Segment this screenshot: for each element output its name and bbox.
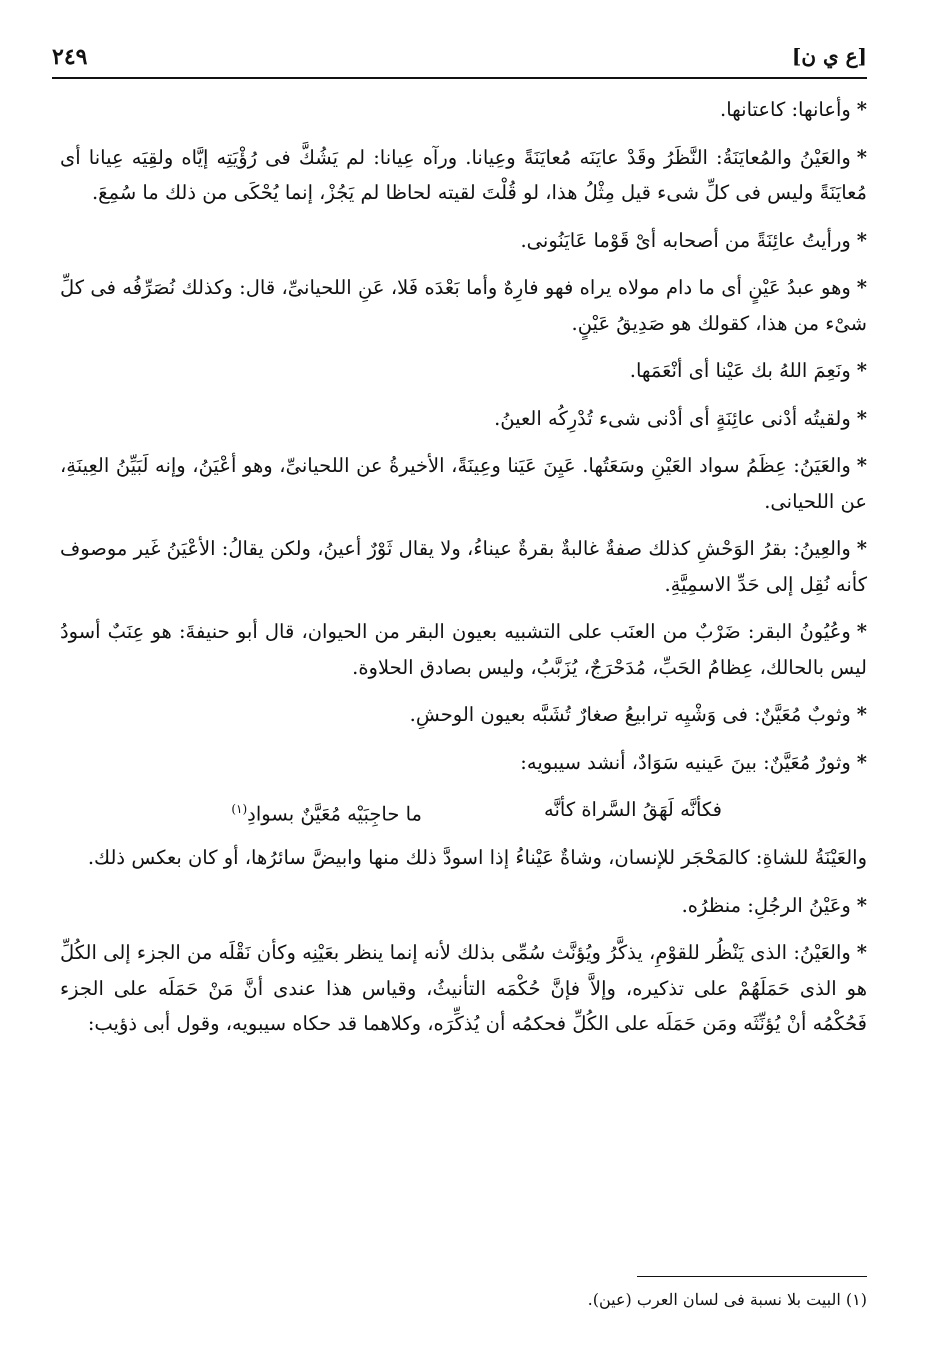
entry-paragraph [60,697,867,733]
entry-body [60,92,867,1054]
entry-marker: * [856,620,867,643]
footnote: (١) البيت بلا نسبة فى لسان العرب (عين). [587,1290,867,1309]
entry-paragraph [60,935,867,1042]
root-letters-header: [ع ي ن] [791,44,867,68]
entry-marker: * [856,145,867,169]
poetry-verse [60,792,867,828]
entry-paragraph [60,531,867,602]
entry-marker: * [856,703,867,726]
entry-paragraph [60,888,867,924]
verse-second-hemistich [231,792,422,832]
entry-text: وعُيُونُ البقر: ضَرْبٌ من العنَب على التشبيه بعيون البقر من الحيوان، قال أبو حنيفةَ: هو عِنَبٌ أسودُ ليس بالحالك، عِظامُ الحَبِّ، مُدَحْرَجٌ، يُزَبَّبُ، وليس بصادق الحلاوة. [60,620,867,679]
entry-text: ولقيتُه أدْنى عائِنَةٍ أى أدْنى شىء تُدْرِكُه العينُ. [494,406,851,430]
entry-text: والعَيْنُ: الذى يَنْظُر للقوْمِ، يذكَّرُ ويُؤنَّث سُمِّى بذلك لأنه إنما ينظر بعَيْنِه وكأن نَقْلَه من الجزء إلى الكُلِّ هو الذى حَمَلَهُمْ على تذكيره، وإلاَّ فإنَّ حُكْمَه التأنيثُ، وقياس هذا عندى أنَّ مَنْ حَمَلَه على الجزء فَحُكْمُه أنْ يُؤنِّثَه ومَن حَمَلَه على الكُلِّ فحكمُه أن يُذكِّرَه، وكلاهما قد حكاه سيبويه، وقول أبى ذؤيب: [60,941,867,1035]
entry-marker: * [856,406,867,430]
entry-text: والعِينُ: بقرُ الوَحْشِ كذلك صفةٌ غالبةٌ بقرةٌ عيناءُ، ولا يقال ثَوْرٌ أعينُ، ولكن يقالُ: الأعْيَنُ غَير موصوف كأنه نُقِل إلى حَدِّ الاسمِيَّةِ. [60,537,867,596]
entry-marker: * [856,276,867,299]
running-header [0,44,945,76]
entry-marker: * [856,98,867,121]
entry-marker: * [856,941,867,964]
verse-first-hemistich: فكأنَّه لَهَقُ السَّراة كأنَّه [544,798,722,821]
entry-text: والعَيَنُ: عِظَمُ سواد العَيْنِ وسَعَتُها. عَيِنَ عَيَنا وعِينَةً، الأخيرةُ عن اللحيانىِّ، وهو أعْيَنُ، وإنه لَبَيِّنُ العِينَةِ، عن اللحيانى. [60,454,867,513]
entry-marker: * [856,750,867,774]
entry-marker: * [856,893,867,917]
entry-text: وأعانها: كاعتانها. [720,98,851,121]
entry-marker: * [856,228,867,252]
entry-paragraph [60,401,867,437]
verse-second-hemistich-text: ما حاجِبَيْه مُعَيَّنٌ بسوادِ [247,802,422,826]
entry-paragraph [60,745,867,781]
entry-paragraph [60,840,867,876]
entry-text: وهو عبدُ عَيْنٍ أى ما دام مولاه يراه فهو فارِهٌ وأما بَعْدَه فَلا، عَنِ اللحيانىِّ، قال: وكذلك نُصَرِّفُه فى كلِّ شىْء من هذا، كقولك هو صَدِيقُ عَيْنٍ. [60,276,867,335]
entry-text: ونَعِمَ اللهُ بك عَيْنا أى أنْعَمَها. [629,359,851,382]
entry-text: والعَيْنُ والمُعايَنَةُ: النَّظَرُ وقَدْ عايَنَه مُعايَنَةً وعِيانا. ورآه عِيانا: لم يَشُكَّ فى رُؤْيَتِه إيَّاه ولقِيَه عِيانا أى مُعايَنَةً وليس فى كلِّ شىء قيل مِثْلُ هذا، لو قُلْتَ لقيته لحاظا لم يَجُزْ، إنما يُحْكَى من ذلك ما سُمِعَ. [60,145,867,204]
entry-paragraph [60,353,867,389]
entry-text: ورأيتُ عائِنَةً من أصحابه أىْ قَوْما عَايَنُونى. [520,228,851,252]
entry-paragraph [60,92,867,128]
entry-paragraph [60,270,867,341]
entry-text: وعَيْنُ الرجُلِ: منظرُه. [681,893,851,917]
entry-paragraph [60,140,867,211]
entry-text: والعَيْنَةُ للشاةِ: كالمَحْجَر للإنسان، وشاةٌ عَيْناءُ إذا اسودَّ ذلك منها وابيضَّ سائرُها، أو كان بعكس ذلك. [87,846,867,869]
footnote-reference: (١) [231,802,248,816]
page-number: ٢٤٩ [52,44,88,70]
header-rule [52,77,867,79]
entry-paragraph [60,223,867,259]
footnote-rule [637,1276,867,1277]
entry-paragraph [60,448,867,519]
entry-text: وثوبٌ مُعَيَّنٌ: فى وَشْيِه ترابيعُ صغارٌ تُشَبَّه بعيون الوحشِ. [409,703,851,726]
entry-text: وثورٌ مُعَيَّنٌ: بينَ عَينيه سَوَادٌ، أنشد سيبويه: [520,750,851,774]
entry-paragraph [60,614,867,685]
entry-marker: * [856,359,867,382]
entry-marker: * [856,454,867,477]
entry-marker: * [856,537,867,560]
